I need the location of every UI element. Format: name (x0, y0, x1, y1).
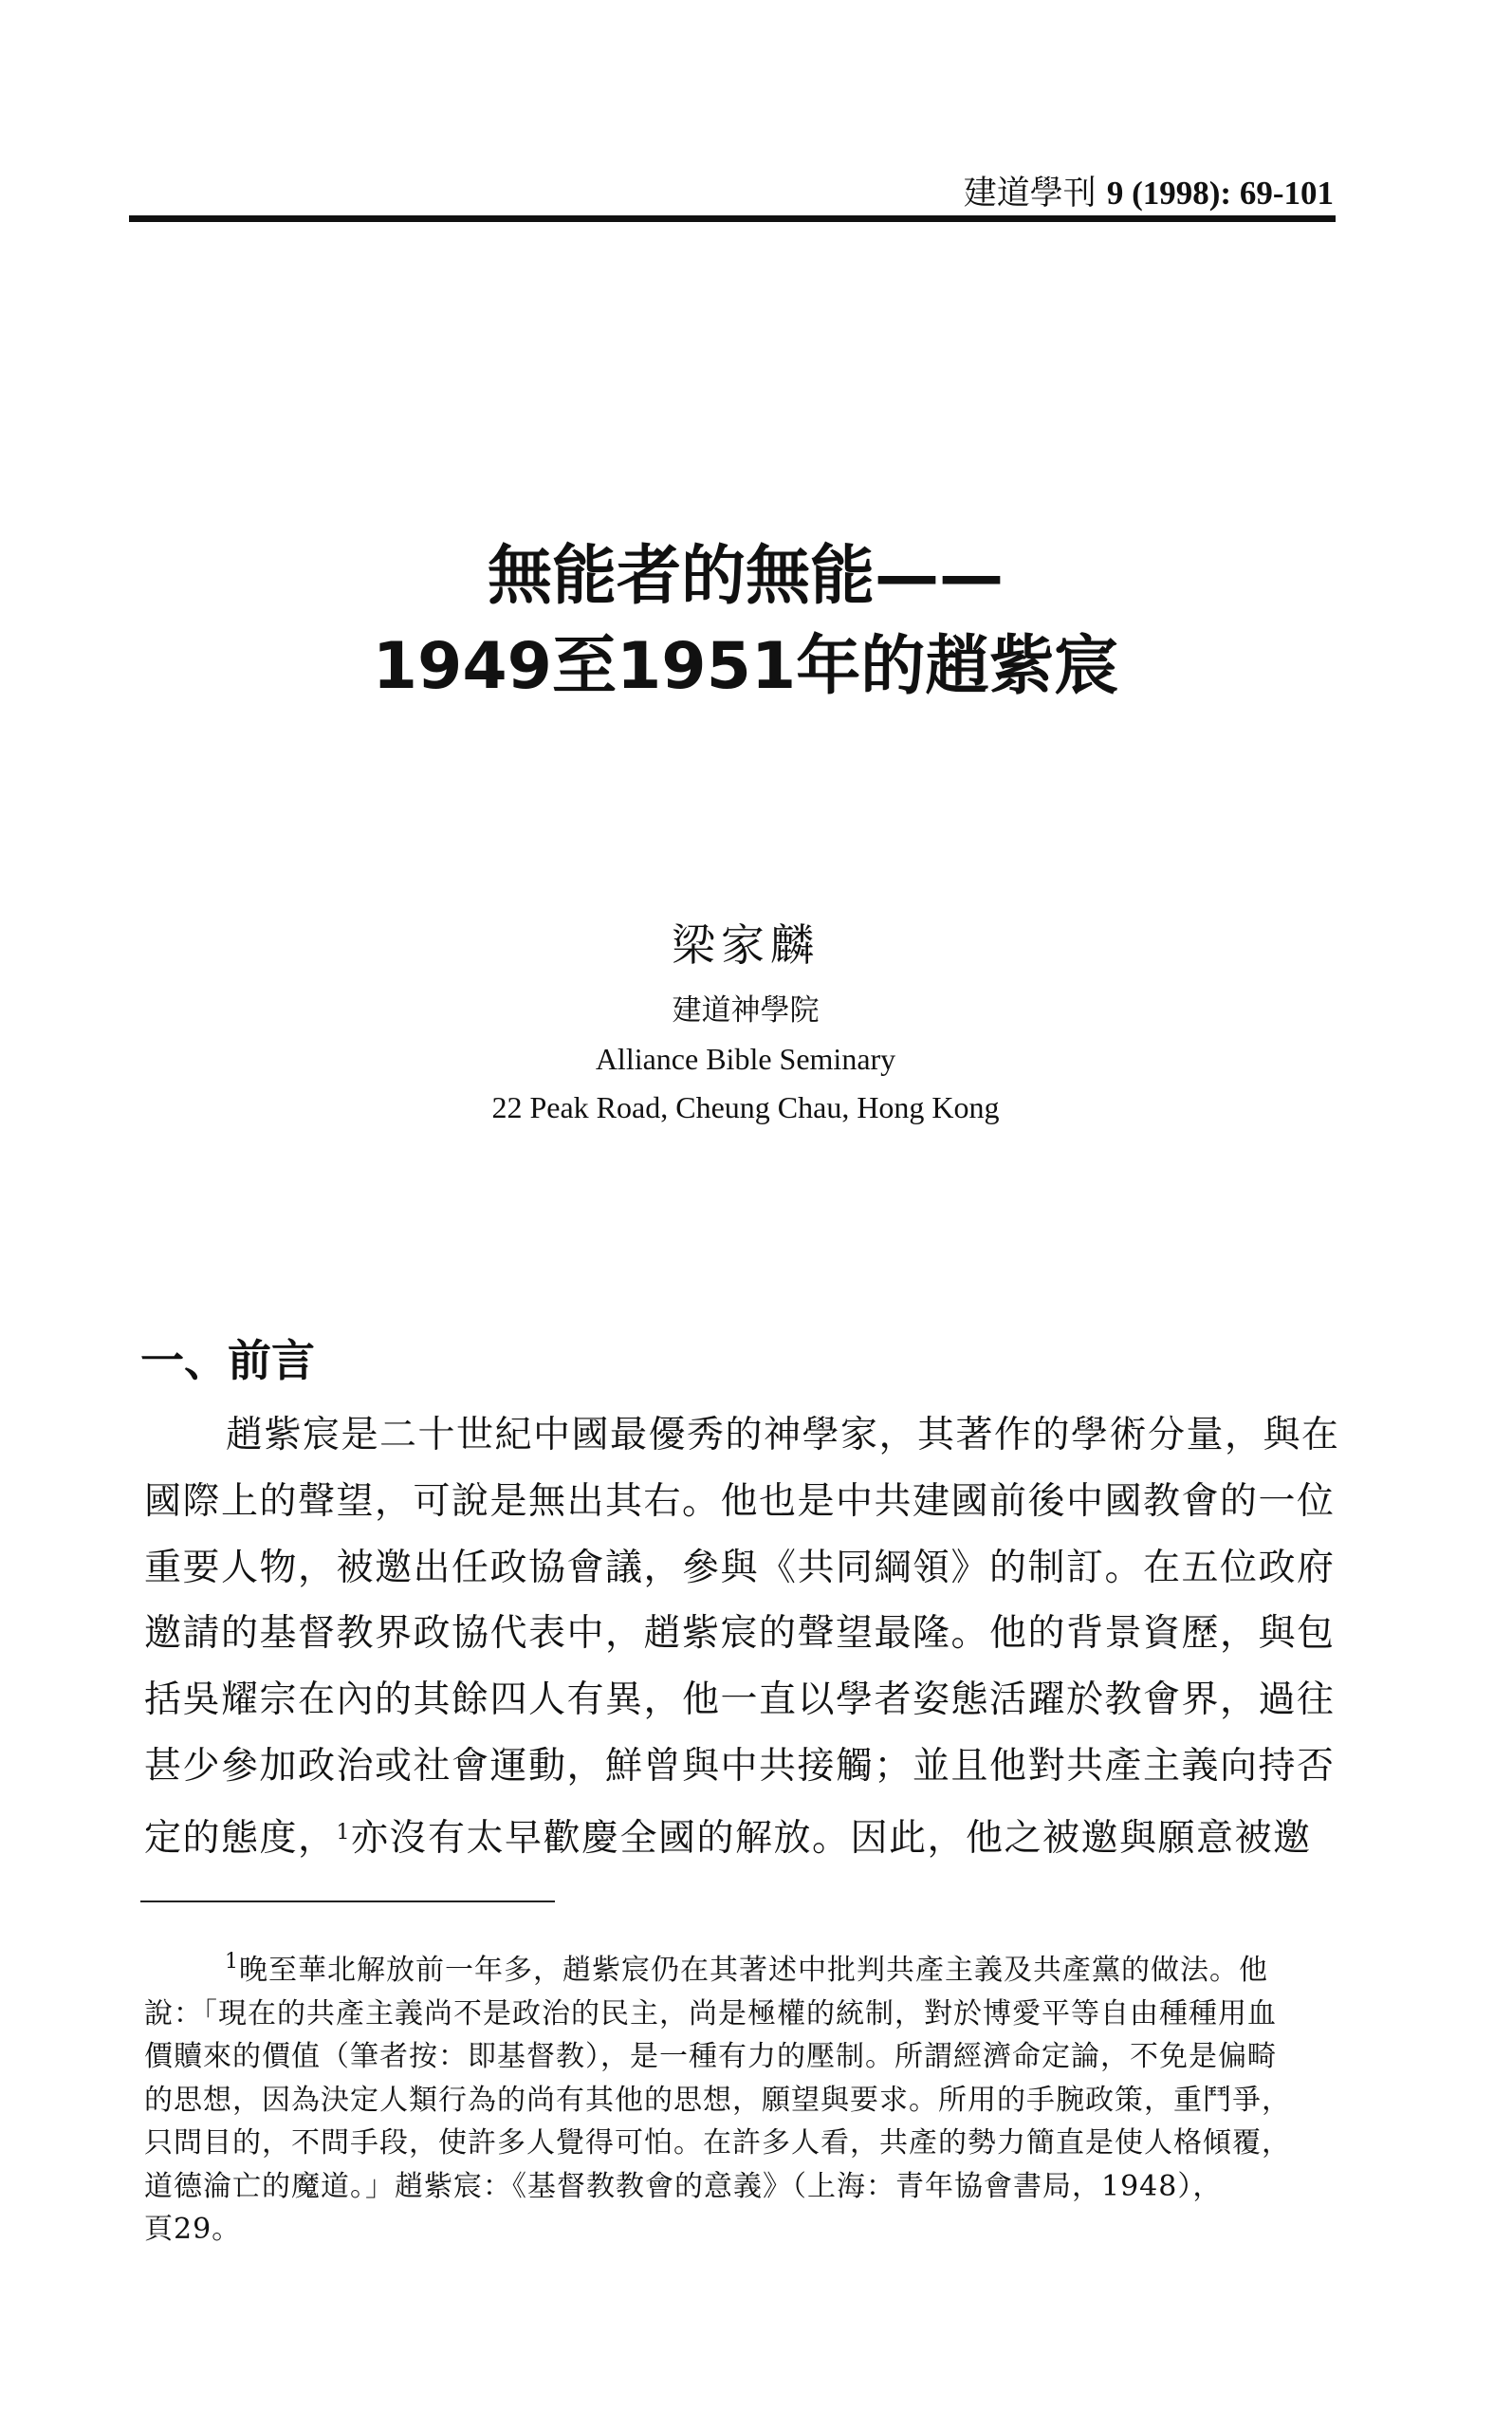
body-line: 趙紫宸是二十世紀中國最優秀的神學家，其著作的學術分量，與在 (226, 1414, 1340, 1456)
body-line: 國際上的聲望，可說是無出其右。他也是中共建國前後中國教會的一位 (144, 1479, 1336, 1523)
institution-chinese: 建道神學院 (672, 993, 820, 1028)
footnote-first-line: 晚至華北解放前一年多，趙紫宸仍在其著述中批判共產主義及共產黨的做法。他 (239, 1954, 1268, 1987)
footnote-line: 說：「現在的共產主義尚不是政治的民主，尚是極權的統制，對於博愛平等自由種種用血 (144, 1996, 1277, 2030)
body-line: 括吳耀宗在內的其餘四人有異，他一直以學者姿態活躍於教會界，過往 (144, 1678, 1336, 1722)
footnote-line: 價贖來的價值（筆者按：即基督教），是一種有力的壓制。所謂經濟命定論，不免是偏畸 (144, 2040, 1277, 2073)
body-line: 甚少參加政治或社會運動，鮮曾與中共接觸；並且他對共產主義向持否 (144, 1744, 1336, 1788)
header-rule (129, 215, 1336, 222)
footnote (144, 1940, 1334, 2252)
footnote-line: 只問目的，不問手段，使許多人覺得可怕。在許多人看，共產的勢力簡直是使人格傾覆， (144, 2126, 1291, 2160)
body-line-last (144, 1800, 1334, 1872)
body-line: 重要人物，被邀出任政協會議，參與《共同綱領》的制訂。在五位政府 (144, 1546, 1336, 1589)
institution-english: Alliance Bible Seminary (595, 1042, 896, 1076)
footnote-rule (140, 1901, 555, 1902)
journal-name: 建道學刊 (963, 175, 1097, 213)
footnote-line: 的思想，因為決定人類行為的尚有其他的思想，願望與要求。所用的手腕政策，重鬥爭， (144, 2083, 1291, 2117)
author-name: 梁家麟 (672, 919, 820, 971)
section-heading: 一、前言 (140, 1335, 315, 1386)
footnote-reference[interactable]: 1 (336, 1820, 352, 1845)
title-line-1: 無能者的無能—— (487, 539, 1004, 614)
footnote-line: 頁29。 (144, 2213, 242, 2246)
body-text-before-mark: 定的態度， (144, 1816, 337, 1860)
footnote-number: 1 (225, 1950, 239, 1974)
title-line-2: 1949至1951年的趙紫宸 (372, 629, 1119, 705)
author-affiliation (129, 987, 1362, 1132)
article-title (129, 531, 1362, 712)
body-line: 邀請的基督教界政協代表中，趙紫宸的聲望最隆。他的背景資歷，與包 (144, 1612, 1336, 1656)
body-text-after-mark: 亦沒有太早歡慶全國的解放。因此，他之被邀與願意被邀 (351, 1816, 1312, 1860)
footnote-line (144, 1940, 1334, 1993)
institution-address: 22 Peak Road, Cheung Chau, Hong Kong (491, 1090, 1000, 1124)
body-paragraph (144, 1402, 1340, 1872)
running-header (129, 167, 1334, 214)
footnote-line: 道德淪亡的魔道。」趙紫宸：《基督教教會的意義》（上海：青年協會書局，1948）， (144, 2169, 1223, 2203)
journal-citation: 9 (1998): 69-101 (1106, 175, 1334, 212)
